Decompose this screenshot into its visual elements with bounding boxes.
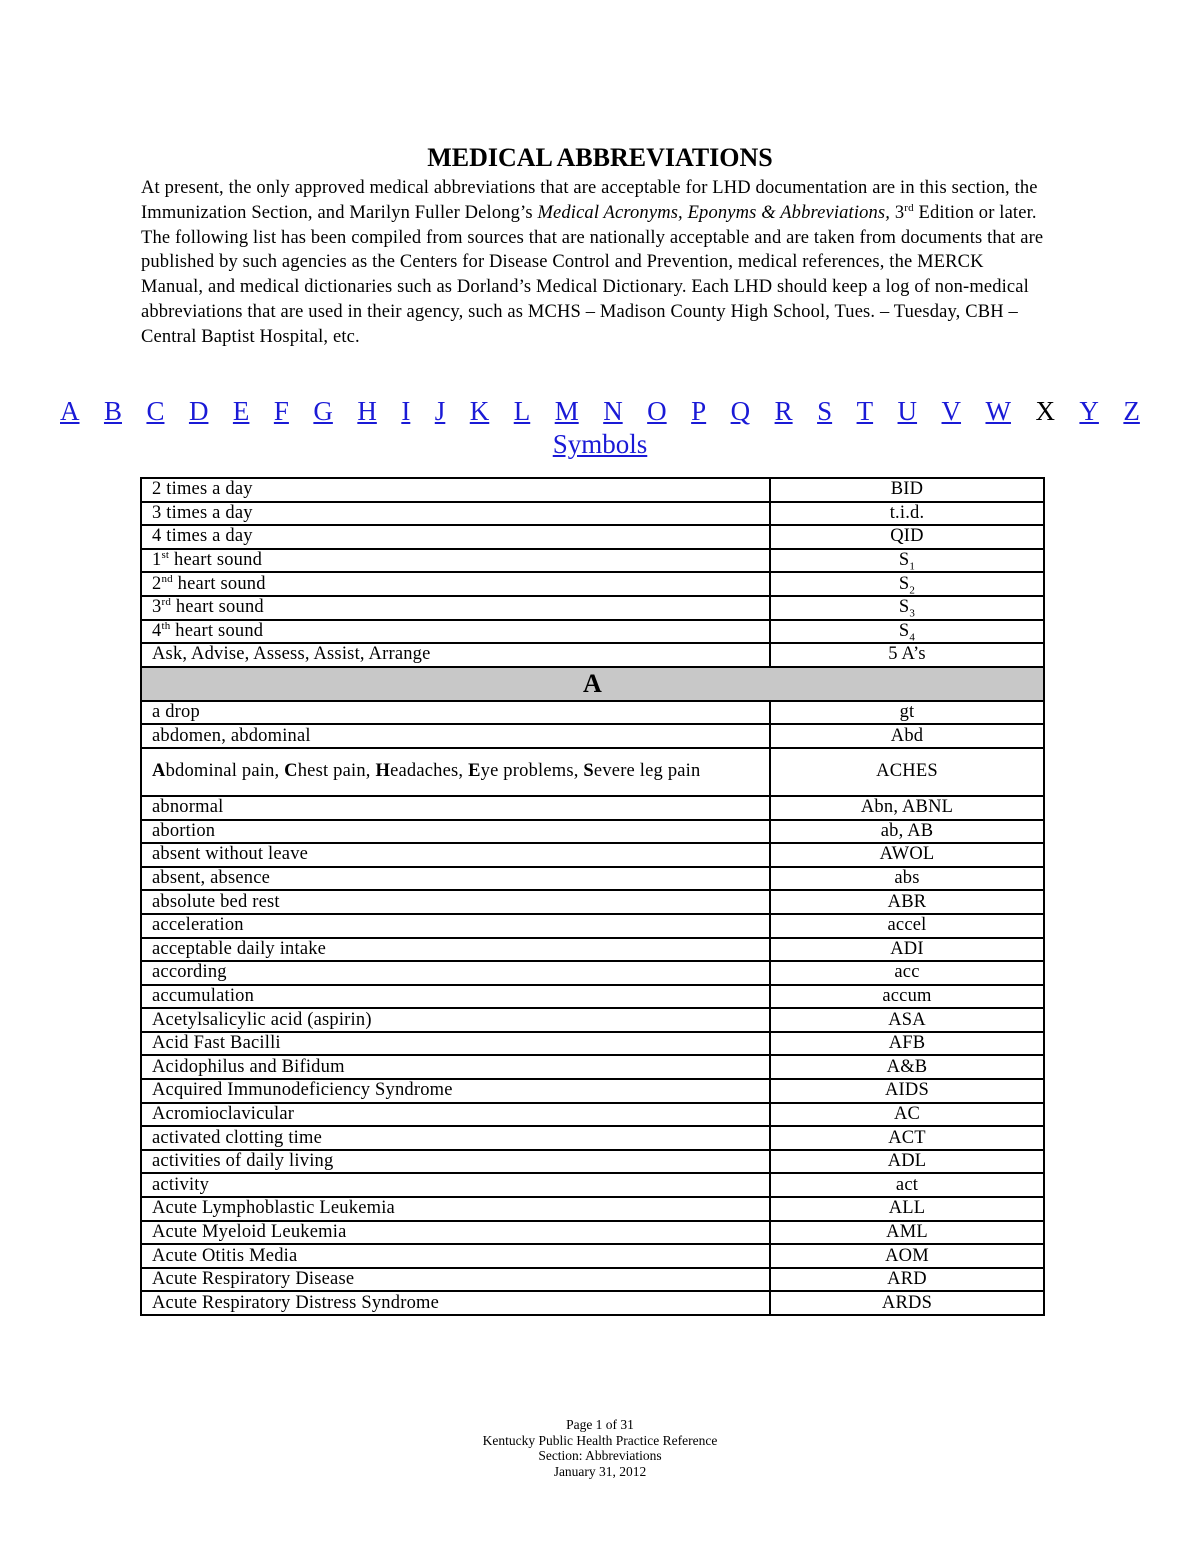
ordinal-number: 3 <box>152 597 162 618</box>
term-cell: 2 times a day <box>141 478 770 502</box>
ordinal-number: 1 <box>152 550 162 571</box>
alphabet-nav <box>60 393 1140 429</box>
acronym-letter: H <box>375 761 391 782</box>
acronym-letter: S <box>583 761 594 782</box>
abbreviation-cell: acc <box>770 961 1044 985</box>
table-row <box>141 724 1044 748</box>
abbreviation-cell <box>770 549 1044 573</box>
alphabet-link-q[interactable]: Q <box>730 396 751 426</box>
term-text: hest pain, <box>297 761 376 782</box>
alphabet-link-s[interactable]: S <box>817 396 833 426</box>
alphabet-link-n[interactable]: N <box>603 396 623 426</box>
table-row <box>141 820 1044 844</box>
abbreviation-cell: Abd <box>770 724 1044 748</box>
abbreviation-base: S <box>898 573 910 594</box>
table-row <box>141 1221 1044 1245</box>
term-cell <box>141 572 770 596</box>
term-text: heart sound <box>169 550 263 571</box>
alphabet-link-p[interactable]: P <box>691 396 707 426</box>
intro-edition-number: 3 <box>890 202 905 223</box>
table-row <box>141 572 1044 596</box>
alphabet-link-e[interactable]: E <box>232 396 250 426</box>
abbreviation-cell: gt <box>770 701 1044 725</box>
table-row <box>141 478 1044 502</box>
abbreviation-cell: AFB <box>770 1032 1044 1056</box>
abbreviation-cell: Abn, ABNL <box>770 796 1044 820</box>
abbreviation-subscript: 2 <box>909 584 916 597</box>
abbreviation-base: S <box>898 550 910 571</box>
intro-text-1: At present, the only approved medical abbreviations that are acceptable for LHD documentation are in this section, the Immunization Section, and Marilyn Fuller Delong’s <box>141 178 1038 223</box>
term-cell: Acromioclavicular <box>141 1103 770 1127</box>
alphabet-link-f[interactable]: F <box>273 396 289 426</box>
abbreviation-cell <box>770 596 1044 620</box>
term-cell <box>141 620 770 644</box>
ordinal-number: 2 <box>152 573 162 594</box>
table-row <box>141 620 1044 644</box>
ordinal-suffix: nd <box>161 572 173 585</box>
table-row <box>141 1055 1044 1079</box>
acronym-letter: C <box>284 761 298 782</box>
term-cell: Acute Respiratory Disease <box>141 1268 770 1292</box>
intro-text-2: Edition or later. The following list has been compiled from sources that are nationally acceptable and are taken from documents that are published by such agencies as the Centers for Disease Control and Prevention, medical references, the MERCK Manual, and medical dictionaries such as Dorland’s Medical Dictionary. Each LHD should keep a log of non-medical abbreviations that are used in their agency, such as MCHS – Madison County High School, Tues. – Tuesday, CBH – Central Baptist Hospital, etc. <box>141 202 1044 347</box>
term-cell: activity <box>141 1173 770 1197</box>
table-row <box>141 1126 1044 1150</box>
table-row <box>141 796 1044 820</box>
term-cell: Acetylsalicylic acid (aspirin) <box>141 1008 770 1032</box>
alphabet-link-z[interactable]: Z <box>1123 396 1140 426</box>
abbreviation-cell <box>770 620 1044 644</box>
table-row <box>141 867 1044 891</box>
term-cell <box>141 549 770 573</box>
alphabet-link-j[interactable]: J <box>434 396 446 426</box>
table-row <box>141 643 1044 667</box>
table-row <box>141 938 1044 962</box>
abbreviation-subscript: 1 <box>909 560 916 573</box>
table-row <box>141 1103 1044 1127</box>
symbols-link[interactable]: Symbols <box>552 429 648 459</box>
table-row <box>141 1008 1044 1032</box>
footer-reference: Kentucky Public Health Practice Reference <box>482 1432 718 1448</box>
table-row <box>141 701 1044 725</box>
abbreviation-base: S <box>898 620 910 641</box>
term-text: heart sound <box>171 597 264 618</box>
abbreviation-cell: QID <box>770 525 1044 549</box>
abbreviation-cell: AIDS <box>770 1079 1044 1103</box>
abbreviation-base: S <box>898 597 910 618</box>
intro-book-title: Medical Acronyms, Eponyms & Abbreviations, <box>537 202 891 223</box>
alphabet-link-g[interactable]: G <box>313 396 333 426</box>
abbreviation-subscript: 3 <box>909 607 916 620</box>
term-cell: activated clotting time <box>141 1126 770 1150</box>
table-row <box>141 502 1044 526</box>
term-cell: Ask, Advise, Assess, Assist, Arrange <box>141 643 770 667</box>
footer-page-number: Page 1 of 31 <box>566 1417 634 1432</box>
intro-paragraph <box>141 176 1046 350</box>
abbreviation-cell: accel <box>770 914 1044 938</box>
table-row <box>141 914 1044 938</box>
term-text: evere leg pain <box>593 761 701 782</box>
abbreviation-cell: t.i.d. <box>770 502 1044 526</box>
abbreviation-cell: accum <box>770 985 1044 1009</box>
alphabet-link-y[interactable]: Y <box>1079 396 1099 426</box>
term-text: heart sound <box>170 620 264 641</box>
term-cell: abdomen, abdominal <box>141 724 770 748</box>
alphabet-link-h[interactable]: H <box>357 396 377 426</box>
abbreviation-cell: ASA <box>770 1008 1044 1032</box>
abbreviation-cell: ALL <box>770 1197 1044 1221</box>
abbreviation-cell: AOM <box>770 1244 1044 1268</box>
ordinal-number: 4 <box>152 620 162 641</box>
term-cell: a drop <box>141 701 770 725</box>
table-row <box>141 596 1044 620</box>
table-row <box>141 1173 1044 1197</box>
term-cell: accumulation <box>141 985 770 1009</box>
ordinal-suffix: th <box>161 619 171 632</box>
abbreviation-cell: A&B <box>770 1055 1044 1079</box>
abbreviation-cell: 5 A’s <box>770 643 1044 667</box>
term-cell: absent without leave <box>141 843 770 867</box>
term-cell: according <box>141 961 770 985</box>
table-row <box>141 549 1044 573</box>
alphabet-link-b[interactable]: B <box>103 396 122 426</box>
abbreviation-cell: ADL <box>770 1150 1044 1174</box>
section-header-a <box>141 667 1044 701</box>
acronym-letter: E <box>468 761 481 782</box>
symbols-nav <box>0 426 1200 462</box>
term-cell: Acute Otitis Media <box>141 1244 770 1268</box>
term-text: heart sound <box>172 573 266 594</box>
abbreviation-cell: ARDS <box>770 1291 1044 1315</box>
term-text: bdominal pain, <box>165 761 285 782</box>
table-row <box>141 961 1044 985</box>
alphabet-link-d[interactable]: D <box>188 396 209 426</box>
acronym-letter: A <box>152 761 166 782</box>
alphabet-link-o[interactable]: O <box>647 396 667 426</box>
alphabet-link-k[interactable]: K <box>469 396 490 426</box>
section-letter: A <box>141 667 1044 701</box>
term-cell: Acquired Immunodeficiency Syndrome <box>141 1079 770 1103</box>
term-cell: 4 times a day <box>141 525 770 549</box>
term-cell: acceptable daily intake <box>141 938 770 962</box>
footer-section: Section: Abbreviations <box>538 1448 662 1463</box>
ordinal-suffix: st <box>161 548 170 561</box>
ordinal-suffix: rd <box>161 596 172 609</box>
table-row <box>141 1150 1044 1174</box>
abbreviation-subscript: 4 <box>909 631 916 644</box>
abbreviation-cell: ACT <box>770 1126 1044 1150</box>
table-row <box>141 1244 1044 1268</box>
abbreviation-cell: AC <box>770 1103 1044 1127</box>
term-cell: abnormal <box>141 796 770 820</box>
alphabet-link-a[interactable]: A <box>60 396 80 426</box>
page-title: MEDICAL ABBREVIATIONS <box>427 143 773 172</box>
alphabet-link-c[interactable]: C <box>146 396 165 426</box>
term-cell: acceleration <box>141 914 770 938</box>
term-cell: Acute Myeloid Leukemia <box>141 1221 770 1245</box>
term-cell: abortion <box>141 820 770 844</box>
table-row <box>141 1079 1044 1103</box>
abbreviation-cell: ADI <box>770 938 1044 962</box>
abbreviation-cell: ABR <box>770 890 1044 914</box>
table-row <box>141 890 1044 914</box>
alphabet-link-u[interactable]: U <box>897 396 918 426</box>
table-row <box>141 1268 1044 1292</box>
term-cell: Acidophilus and Bifidum <box>141 1055 770 1079</box>
abbreviation-cell: abs <box>770 867 1044 891</box>
table-row <box>141 1032 1044 1056</box>
term-cell: Acute Respiratory Distress Syndrome <box>141 1291 770 1315</box>
abbreviation-cell: AML <box>770 1221 1044 1245</box>
term-cell: 3 times a day <box>141 502 770 526</box>
alphabet-link-v[interactable]: V <box>941 396 962 426</box>
abbreviation-cell: BID <box>770 478 1044 502</box>
alphabet-link-m[interactable]: M <box>554 396 579 426</box>
footer-date: January 31, 2012 <box>553 1463 647 1479</box>
term-cell <box>141 748 770 796</box>
term-cell: Acid Fast Bacilli <box>141 1032 770 1056</box>
abbreviation-cell: act <box>770 1173 1044 1197</box>
alphabet-link-i[interactable]: I <box>401 396 411 426</box>
alphabet-link-w[interactable]: W <box>985 396 1011 426</box>
abbreviation-cell: ARD <box>770 1268 1044 1292</box>
abbreviation-cell: AWOL <box>770 843 1044 867</box>
term-text: eadaches, <box>390 761 469 782</box>
table-row <box>141 985 1044 1009</box>
alphabet-link-x: X <box>1035 396 1055 426</box>
table-row <box>141 525 1044 549</box>
term-cell: Acute Lymphoblastic Leukemia <box>141 1197 770 1221</box>
alphabet-link-r[interactable]: R <box>774 396 793 426</box>
abbreviation-table <box>140 477 1045 1316</box>
table-row <box>141 843 1044 867</box>
alphabet-link-l[interactable]: L <box>513 396 531 426</box>
term-cell <box>141 596 770 620</box>
table-row <box>141 1291 1044 1315</box>
term-cell: activities of daily living <box>141 1150 770 1174</box>
alphabet-link-t[interactable]: T <box>856 396 874 426</box>
term-cell: absolute bed rest <box>141 890 770 914</box>
page-footer <box>0 1417 1200 1479</box>
abbreviation-cell <box>770 572 1044 596</box>
table-row <box>141 1197 1044 1221</box>
intro-edition-suffix: rd <box>904 201 914 214</box>
abbreviation-cell: ab, AB <box>770 820 1044 844</box>
term-text: ye problems, <box>480 761 584 782</box>
term-cell: absent, absence <box>141 867 770 891</box>
abbreviation-cell: ACHES <box>770 748 1044 796</box>
table-row <box>141 748 1044 796</box>
